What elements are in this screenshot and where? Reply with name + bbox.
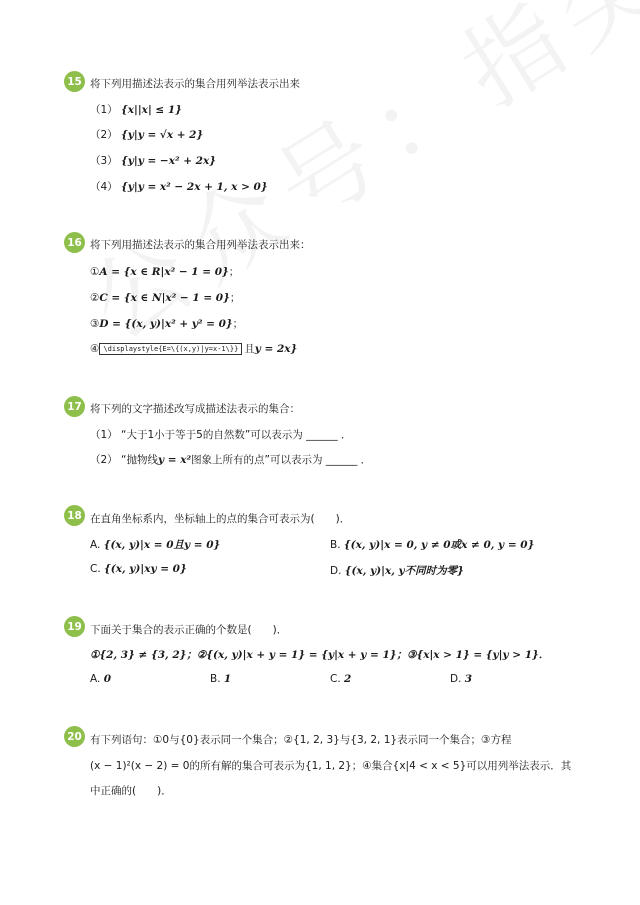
statement-line: ①{2, 3} ≠ {3, 2}；②{(x, y)|x + y = 1} = {y|x + y = 1}；③{x|x > 1} = {y|y > 1}．	[90, 649, 550, 661]
option-math: {(x, y)|xy = 0}	[104, 563, 187, 575]
option-math: {(x, y)|x = 0且y = 0}	[103, 539, 221, 551]
item-math: {y|y = √x + 2}	[121, 129, 204, 141]
question-number-badge: 18	[64, 505, 85, 526]
item-label: ④	[90, 343, 100, 355]
option-value: 1	[223, 673, 232, 685]
item-label: ①	[90, 266, 100, 278]
item-label: （1）	[90, 104, 118, 116]
option-c	[330, 673, 351, 685]
option-math: {(x, y)|x = 0, y ≠ 0或x ≠ 0, y = 0}	[343, 539, 535, 551]
item-label: （1）	[90, 429, 118, 441]
sub-item	[90, 153, 216, 168]
question-stem: 将下列的文字描述改写成描述法表示的集合：	[90, 403, 300, 415]
option-label: D.	[330, 565, 342, 577]
item-math: C = {x ∈ N|x² − 1 = 0}	[99, 292, 230, 304]
item-text-post: 图象上所有的点”可以表示为 ______ ．	[191, 454, 372, 466]
option-b	[210, 673, 231, 685]
item-label: ②	[90, 292, 100, 304]
option-c	[90, 563, 187, 575]
item-label: （2）	[90, 129, 118, 141]
item-label: （2）	[90, 454, 118, 466]
item-label: （4）	[90, 181, 118, 193]
option-value: 0	[103, 673, 111, 685]
option-d	[450, 673, 472, 685]
item-label: ③	[90, 318, 100, 330]
question-stem: 在直角坐标系内，坐标轴上的点的集合可表示为( )．	[90, 513, 351, 525]
question-number-badge: 15	[64, 71, 85, 92]
option-a	[90, 673, 111, 685]
item-math: {y|y = x² − 2x + 1, x > 0}	[121, 181, 268, 193]
item-label: （3）	[90, 155, 118, 167]
sub-item	[90, 102, 182, 117]
item-tail: ；	[229, 292, 241, 304]
question-number-badge: 19	[64, 616, 85, 637]
sub-item	[90, 427, 351, 442]
question-stem: 将下列用描述法表示的集合用列举法表示出来	[90, 78, 300, 90]
option-label: A.	[90, 539, 101, 551]
item-math: y = 2x}	[254, 343, 298, 355]
question-stem-line-1: 有下列语句：①0与{0}表示同一个集合；②{1, 2, 3}与{3, 2, 1}表示同一个集合；③方程	[90, 734, 512, 746]
option-math: {(x, y)|x, y不同时为零}	[344, 565, 464, 577]
sub-item	[90, 290, 240, 305]
item-math: y = x²	[157, 454, 192, 466]
latex-source-box: \displaystyle{E=\{(x,y)|y=x-1\}}	[99, 343, 242, 355]
item-mid: 且	[244, 343, 255, 355]
item-tail: ；	[232, 318, 244, 330]
sub-item	[90, 341, 297, 356]
option-label: C.	[90, 563, 101, 575]
item-tail: ；	[228, 266, 240, 278]
item-math: D = {(x, y)|x² + y² = 0}	[99, 318, 233, 330]
question-number-badge: 20	[64, 726, 85, 747]
question-stem-line-3: 中正确的( )．	[90, 785, 172, 797]
item-text-pre: “抛物线	[121, 454, 158, 466]
option-label: B.	[210, 673, 221, 685]
option-a	[90, 537, 220, 552]
option-label: C.	[330, 673, 341, 685]
question-stem: 将下列用描述法表示的集合用列举法表示出来：	[90, 239, 311, 251]
question-number-badge: 17	[64, 396, 85, 417]
question-number-badge: 16	[64, 232, 85, 253]
option-value: 3	[464, 673, 473, 685]
sub-item	[90, 452, 371, 467]
option-b	[330, 537, 534, 552]
sub-item	[90, 264, 239, 279]
item-math: A = {x ∈ R|x² − 1 = 0}	[99, 266, 229, 278]
option-label: D.	[450, 673, 462, 685]
sub-item	[90, 316, 243, 331]
question-stem: 下面关于集合的表示正确的个数是( )．	[90, 624, 288, 636]
option-label: A.	[90, 673, 101, 685]
sub-item	[90, 179, 268, 194]
item-math: {y|y = −x² + 2x}	[121, 155, 216, 167]
option-label: B.	[330, 539, 341, 551]
option-d	[330, 563, 464, 578]
sub-item	[90, 127, 203, 142]
option-value: 2	[344, 673, 352, 685]
item-math: {x||x| ≤ 1}	[121, 104, 182, 116]
item-text: “大于1小于等于5的自然数”可以表示为 ______ ．	[121, 429, 352, 441]
question-stem-line-2: (x − 1)²(x − 2) = 0的所有解的集合可表示为{1, 1, 2}；④集合{x|4 < x < 5}可以用列举法表示．其	[90, 760, 572, 772]
